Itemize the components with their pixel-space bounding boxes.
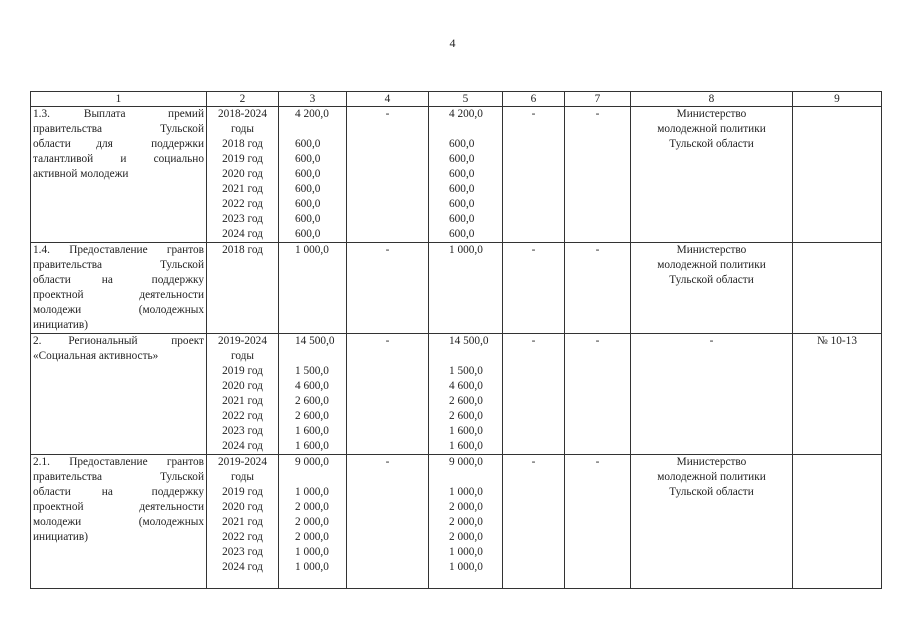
row-name-cell [31, 107, 207, 243]
amount-line: 4 200,0 [295, 108, 329, 120]
row-name-line: области на поддержку [33, 486, 204, 498]
table-row [31, 107, 882, 243]
col7-cell: - [565, 243, 631, 334]
col6-cell: - [503, 243, 565, 334]
period-line: 2018 год [222, 138, 263, 150]
period-line: 2019-2024 [218, 456, 267, 468]
amount-line: 600,0 [449, 153, 475, 165]
row-name-cell [31, 243, 207, 334]
amount-line: 1 000,0 [449, 561, 483, 573]
amount-line [449, 349, 500, 364]
col5-cell [429, 243, 503, 334]
amount-line: 600,0 [295, 183, 321, 195]
responsible-cell [631, 107, 793, 243]
col9-cell [793, 455, 882, 589]
period-line: 2021 год [222, 183, 263, 195]
amount-line: 1 000,0 [449, 546, 483, 558]
amount-line [295, 122, 344, 137]
header-cell: 1 [31, 92, 207, 107]
header-cell: 7 [565, 92, 631, 107]
row-name-line: инициатив) [33, 319, 89, 331]
row-name-line: молодежи (молодежных [33, 304, 204, 316]
budget-table [30, 91, 882, 589]
amount-line: 600,0 [449, 168, 475, 180]
period-line: 2020 год [222, 501, 263, 513]
responsible-line: Министерство [676, 456, 747, 468]
amount-line: 2 000,0 [295, 531, 329, 543]
responsible-cell [631, 334, 793, 455]
period-line: 2019 год [222, 486, 263, 498]
row-name-line: 1.3. Выплата премий [33, 108, 204, 120]
row-name-line: 2.1. Предоставление грантов [33, 456, 204, 468]
period-line: 2022 год [222, 198, 263, 210]
responsible-cell [631, 455, 793, 589]
period-line: 2018-2024 [218, 108, 267, 120]
amount-line: 600,0 [295, 153, 321, 165]
amount-line: 1 000,0 [295, 546, 329, 558]
period-line: 2023 год [222, 213, 263, 225]
amount-line: 1 000,0 [295, 561, 329, 573]
amount-line: 1 500,0 [449, 365, 483, 377]
amount-line: 600,0 [295, 213, 321, 225]
period-line: годы [230, 350, 254, 362]
responsible-line: молодежной политики [657, 259, 766, 271]
col3-cell [279, 455, 347, 589]
period-line: годы [230, 471, 254, 483]
amount-line: 1 500,0 [295, 365, 329, 377]
responsible-line: молодежной политики [657, 123, 766, 135]
amount-line: 2 600,0 [449, 410, 483, 422]
col4-cell: - [347, 334, 429, 455]
amount-line: 4 200,0 [449, 108, 483, 120]
header-cell: 6 [503, 92, 565, 107]
responsible-line: Тульской области [669, 274, 754, 286]
col7-cell: - [565, 455, 631, 589]
period-line: 2020 год [222, 168, 263, 180]
amount-line: 2 000,0 [449, 531, 483, 543]
amount-line: 2 600,0 [449, 395, 483, 407]
amount-line: 600,0 [449, 183, 475, 195]
amount-line: 14 500,0 [295, 335, 335, 347]
row-name-line: талантливой и социально [33, 153, 204, 165]
period-line: 2024 год [222, 228, 263, 240]
responsible-cell [631, 243, 793, 334]
responsible-line: Тульской области [669, 486, 754, 498]
col5-cell [429, 107, 503, 243]
page-number: 4 [449, 36, 456, 50]
period-line: 2023 год [222, 546, 263, 558]
period-cell [207, 243, 279, 334]
amount-line: 2 600,0 [295, 410, 329, 422]
period-line: 2024 год [222, 561, 263, 573]
header-cell: 8 [631, 92, 793, 107]
amount-line: 600,0 [449, 228, 475, 240]
amount-line: 1 600,0 [449, 425, 483, 437]
amount-line: 1 000,0 [449, 244, 483, 256]
col9-cell [793, 243, 882, 334]
header-cell: 2 [207, 92, 279, 107]
period-line: 2018 год [222, 244, 263, 256]
row-name-line: «Социальная активность» [33, 350, 159, 362]
row-name-line: правительства Тульской [33, 259, 204, 271]
amount-line: 2 000,0 [295, 516, 329, 528]
table-row [31, 334, 882, 455]
amount-line: 2 000,0 [449, 516, 483, 528]
col4-cell: - [347, 243, 429, 334]
row-name-line: инициатив) [33, 531, 89, 543]
amount-line: 4 600,0 [295, 380, 329, 392]
amount-line: 1 600,0 [295, 425, 329, 437]
col3-cell [279, 243, 347, 334]
header-cell: 9 [793, 92, 882, 107]
period-line: 2019 год [222, 365, 263, 377]
period-cell [207, 334, 279, 455]
period-line: 2019-2024 [218, 335, 267, 347]
responsible-line: Тульской области [669, 138, 754, 150]
amount-line: 600,0 [449, 198, 475, 210]
amount-line: 1 000,0 [295, 244, 329, 256]
period-cell [207, 107, 279, 243]
responsible-line: - [709, 335, 714, 347]
row-name-cell [31, 455, 207, 589]
row-name-cell [31, 334, 207, 455]
col4-cell: - [347, 107, 429, 243]
table-body [31, 92, 882, 589]
row-name-line: правительства Тульской [33, 123, 204, 135]
col7-cell: - [565, 107, 631, 243]
period-line: 2021 год [222, 395, 263, 407]
amount-line [449, 122, 500, 137]
amount-line: 14 500,0 [449, 335, 489, 347]
responsible-line: Министерство [676, 108, 747, 120]
row-name-line: активной молодежи [33, 168, 129, 180]
header-cell: 3 [279, 92, 347, 107]
header-cell: 5 [429, 92, 503, 107]
period-line: 2019 год [222, 153, 263, 165]
row-name-line: 1.4. Предоставление грантов [33, 244, 204, 256]
table-row [31, 243, 882, 334]
amount-line: 9 000,0 [449, 456, 483, 468]
row-name-line: области на поддержку [33, 274, 204, 286]
amount-line: 1 000,0 [449, 486, 483, 498]
row-name-line: проектной деятельности [33, 289, 204, 301]
amount-line: 1 600,0 [295, 440, 329, 452]
col9-cell [793, 107, 882, 243]
table-header-row [31, 92, 882, 107]
amount-line: 600,0 [295, 138, 321, 150]
amount-line: 1 000,0 [295, 486, 329, 498]
responsible-line: Министерство [676, 244, 747, 256]
responsible-line: молодежной политики [657, 471, 766, 483]
col4-cell: - [347, 455, 429, 589]
amount-line: 600,0 [295, 228, 321, 240]
col6-cell: - [503, 334, 565, 455]
period-line: 2023 год [222, 425, 263, 437]
table-row [31, 455, 882, 589]
col5-cell [429, 455, 503, 589]
amount-line: 1 600,0 [449, 440, 483, 452]
row-name-line: 2. Региональный проект [33, 335, 204, 347]
row-name-line: правительства Тульской [33, 471, 204, 483]
period-line: 2022 год [222, 531, 263, 543]
col5-cell [429, 334, 503, 455]
period-line: 2021 год [222, 516, 263, 528]
amount-line: 4 600,0 [449, 380, 483, 392]
period-line: 2022 год [222, 410, 263, 422]
col9-cell: № 10-13 [793, 334, 882, 455]
col6-cell: - [503, 455, 565, 589]
amount-line: 600,0 [449, 138, 475, 150]
col3-cell [279, 107, 347, 243]
col7-cell: - [565, 334, 631, 455]
amount-line: 600,0 [295, 198, 321, 210]
period-cell [207, 455, 279, 589]
amount-line: 2 000,0 [295, 501, 329, 513]
row-name-line: области для поддержки [33, 138, 204, 150]
amount-line: 600,0 [449, 213, 475, 225]
amount-line [295, 349, 344, 364]
amount-line: 600,0 [295, 168, 321, 180]
amount-line: 2 600,0 [295, 395, 329, 407]
row-name-line: молодежи (молодежных [33, 516, 204, 528]
period-line: годы [230, 123, 254, 135]
period-line: 2024 год [222, 440, 263, 452]
header-cell: 4 [347, 92, 429, 107]
amount-line: 2 000,0 [449, 501, 483, 513]
period-line: 2020 год [222, 380, 263, 392]
row-name-line: проектной деятельности [33, 501, 204, 513]
amount-line [295, 470, 344, 485]
amount-line: 9 000,0 [295, 456, 329, 468]
col6-cell: - [503, 107, 565, 243]
amount-line [449, 470, 500, 485]
col3-cell [279, 334, 347, 455]
